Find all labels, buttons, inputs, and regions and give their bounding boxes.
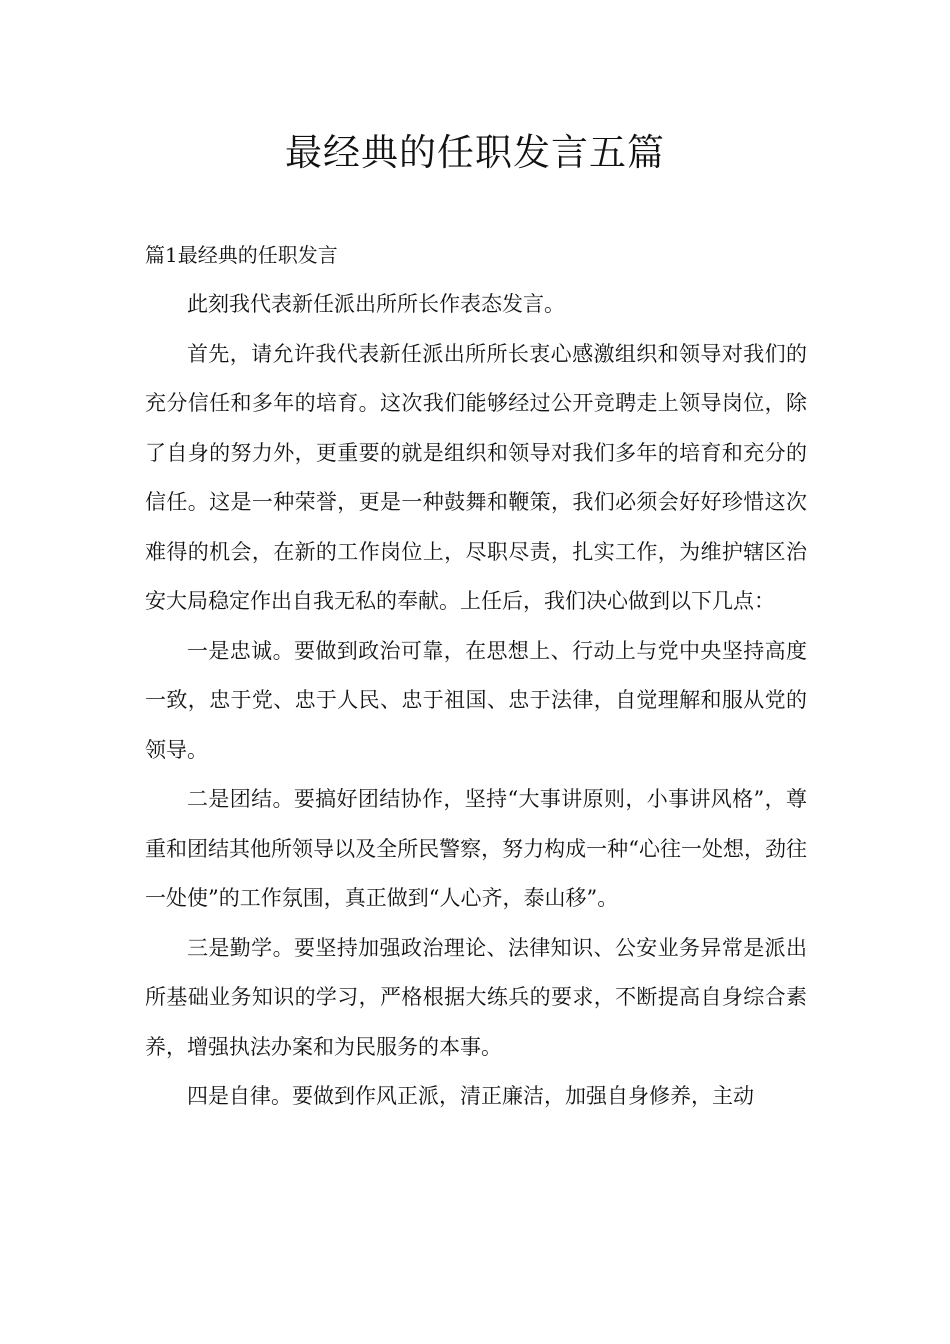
paragraph-unity: 二是团结。要搞好团结协作，坚持“大事讲原则，小事讲风格”，尊重和团结其他所领导以及全所民警察，努力构成一种“心往一处想，劲往一处使”的工作氛围，真正做到“人心齐，泰山移”。	[145, 787, 807, 910]
document-title: 最经典的任职发言五篇	[285, 131, 665, 174]
document-body	[145, 230, 807, 1122]
paragraph-intro: 此刻我代表新任派出所所长作表态发言。	[187, 292, 565, 316]
section-heading: 篇1最经典的任职发言	[145, 243, 338, 267]
paragraph-discipline: 四是自律。要做到作风正派，清正廉洁，加强自身修养，主动	[187, 1084, 754, 1108]
paragraph-study: 三是勤学。要坚持加强政治理论、法律知识、公安业务异常是派出所基础业务知识的学习，严格根据大练兵的要求，不断提高自身综合素养，增强执法办案和为民服务的本事。	[145, 935, 807, 1059]
paragraph-loyalty: 一是忠诚。要做到政治可靠，在思想上、行动上与党中央坚持高度一致，忠于党、忠于人民、忠于祖国、忠于法律，自觉理解和服从党的领导。	[145, 638, 807, 762]
paragraph-gratitude: 首先，请允许我代表新任派出所所长衷心感激组织和领导对我们的充分信任和多年的培育。这次我们能够经过公开竞聘走上领导岗位，除了自身的努力外，更重要的就是组织和领导对我们多年的培育和充分的信任。这是一种荣誉，更是一种鼓舞和鞭策，我们必须会好好珍惜这次难得的机会，在新的工作岗位上，尽职尽责，扎实工作，为维护辖区治安大局稳定作出自我无私的奉献。上任后，我们决心做到以下几点：	[145, 341, 807, 613]
